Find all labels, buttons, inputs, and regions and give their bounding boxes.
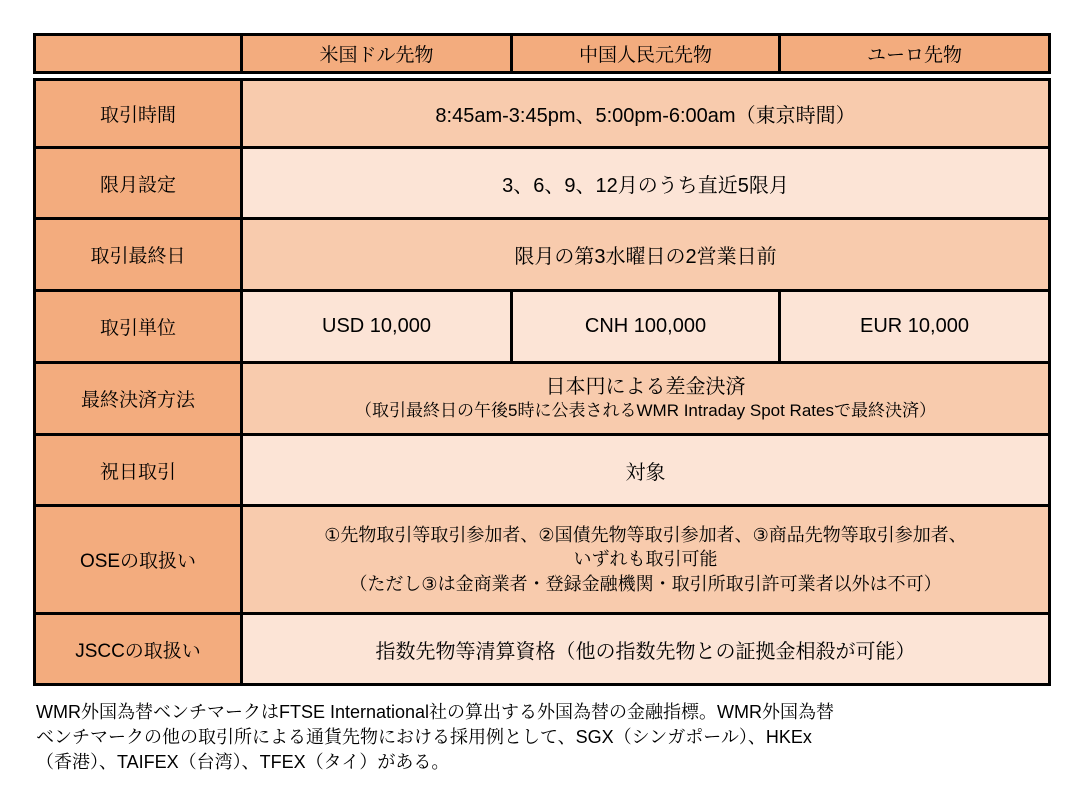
ose-handling-line2: いずれも取引可能 — [573, 549, 718, 570]
row-label-ose-handling: OSEの取扱い — [35, 506, 242, 614]
row-jscc-handling — [35, 614, 1050, 685]
final-settlement-line1: 日本円による差金決済 — [545, 375, 746, 398]
header-cell-eur-futures: ユーロ先物 — [780, 35, 1050, 73]
cell-holiday-trading-value: 対象 — [242, 435, 1050, 506]
row-label-contract-months: 限月設定 — [35, 148, 242, 219]
header-corner-cell — [35, 35, 242, 73]
header-cell-cnh-futures: 中国人民元先物 — [512, 35, 780, 73]
table-header-row — [35, 35, 1050, 73]
ose-handling-line1: ①先物取引等取引参加者、②国債先物等取引参加者、③商品先物等取引参加者、 — [324, 525, 967, 546]
row-label-trading-hours: 取引時間 — [35, 80, 242, 148]
row-contract-months — [35, 148, 1050, 219]
ose-handling-line3: （ただし③は金商業者・登録金融機関・取引所取引許可業者以外は不可） — [349, 573, 942, 594]
cell-ose-handling-value — [242, 506, 1050, 614]
cell-final-settlement-value — [242, 363, 1050, 435]
footnote-line3: （香港）、TAIFEX（台湾）、TFEX（タイ）がある。 — [36, 752, 450, 772]
row-label-jscc-handling: JSCCの取扱い — [35, 614, 242, 685]
row-trading-unit — [35, 291, 1050, 363]
cell-last-trading-day-value: 限月の第3水曜日の2営業日前 — [242, 219, 1050, 291]
cell-trading-unit-cnh: CNH 100,000 — [512, 291, 780, 363]
cell-trading-hours-value: 8:45am-3:45pm、5:00pm-6:00am（東京時間） — [242, 80, 1050, 148]
row-label-last-trading-day: 取引最終日 — [35, 219, 242, 291]
footnote-line1: WMR外国為替ベンチマークはFTSE International社の算出する外国為替の金融指標。WMR外国為替 — [36, 702, 835, 722]
footnote-line2: ベンチマークの他の取引所による通貨先物における採用例として、SGX（シンガポール）、HKEx — [36, 727, 812, 747]
table-body — [33, 78, 1051, 686]
row-label-holiday-trading: 祝日取引 — [35, 435, 242, 506]
row-label-final-settlement: 最終決済方法 — [35, 363, 242, 435]
row-trading-hours — [35, 80, 1050, 148]
row-ose-handling — [35, 506, 1050, 614]
row-last-trading-day — [35, 219, 1050, 291]
cell-jscc-handling-value: 指数先物等清算資格（他の指数先物との証拠金相殺が可能） — [242, 614, 1050, 685]
futures-spec-table — [33, 33, 1048, 686]
final-settlement-line2: （取引最終日の午後5時に公表されるWMR Intraday Spot Ratesで最終決済） — [355, 400, 936, 420]
cell-trading-unit-eur: EUR 10,000 — [780, 291, 1050, 363]
cell-trading-unit-usd: USD 10,000 — [242, 291, 512, 363]
row-final-settlement — [35, 363, 1050, 435]
header-cell-usd-futures: 米国ドル先物 — [242, 35, 512, 73]
row-label-trading-unit: 取引単位 — [35, 291, 242, 363]
cell-contract-months-value: 3、6、9、12月のうち直近5限月 — [242, 148, 1050, 219]
table-header — [33, 33, 1051, 74]
row-holiday-trading — [35, 435, 1050, 506]
wmr-benchmark-footnote — [36, 700, 1046, 775]
